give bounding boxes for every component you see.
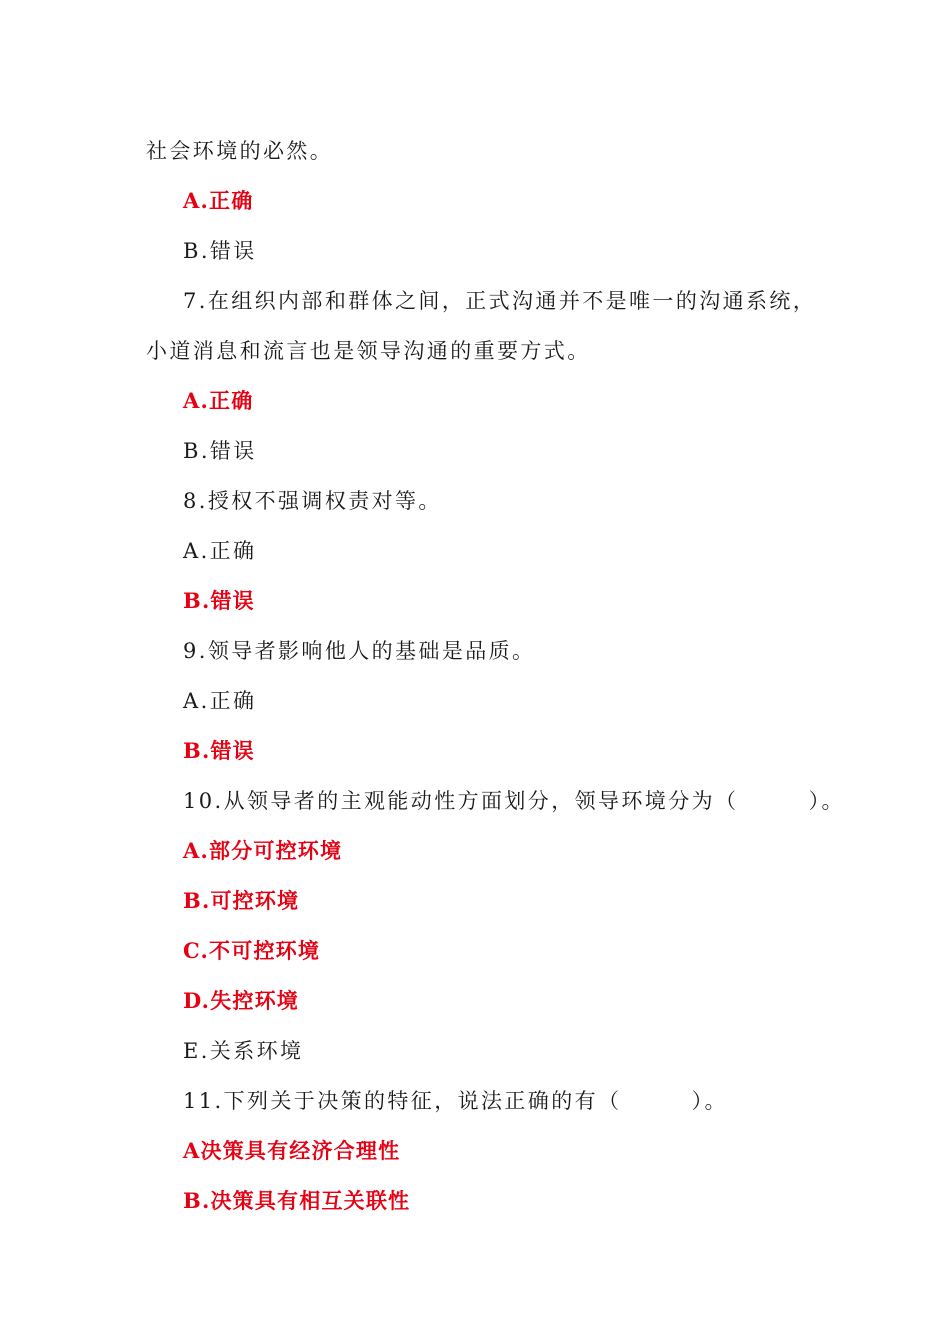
- q9-option-b-correct: B.错误: [183, 738, 255, 763]
- q7-option-b: B.错误: [183, 439, 257, 463]
- question-11: 11.下列关于决策的特征，说法正确的有（ ）。: [183, 1089, 728, 1113]
- q7-option-a-correct: A.正确: [183, 388, 254, 413]
- question-7-continuation: 小道消息和流言也是领导沟通的重要方式。: [146, 339, 591, 363]
- q9-option-a: A.正确: [183, 689, 257, 713]
- q10-option-c-correct: C.不可控环境: [183, 938, 321, 963]
- q10-option-b-correct: B.可控环境: [183, 888, 300, 913]
- q8-option-a: A.正确: [183, 539, 257, 563]
- question-7: 7.在组织内部和群体之间，正式沟通并不是唯一的沟通系统，: [183, 289, 817, 313]
- q11-option-b-correct: B.决策具有相互关联性: [183, 1188, 411, 1213]
- q8-option-b-correct: B.错误: [183, 588, 255, 613]
- q10-option-d-correct: D.失控环境: [183, 988, 299, 1013]
- question-10: 10.从领导者的主观能动性方面划分，领导环境分为（ ）。: [183, 789, 845, 813]
- q11-option-a-correct: A决策具有经济合理性: [183, 1138, 401, 1163]
- option-b: B.错误: [183, 239, 257, 263]
- q10-option-e: E.关系环境: [183, 1039, 304, 1063]
- continuation-text: 社会环境的必然。: [146, 139, 334, 163]
- question-9: 9.领导者影响他人的基础是品质。: [183, 639, 536, 663]
- option-a-correct: A.正确: [183, 188, 254, 213]
- q10-option-a-correct: A.部分可控环境: [183, 838, 343, 863]
- question-8: 8.授权不强调权责对等。: [183, 489, 442, 513]
